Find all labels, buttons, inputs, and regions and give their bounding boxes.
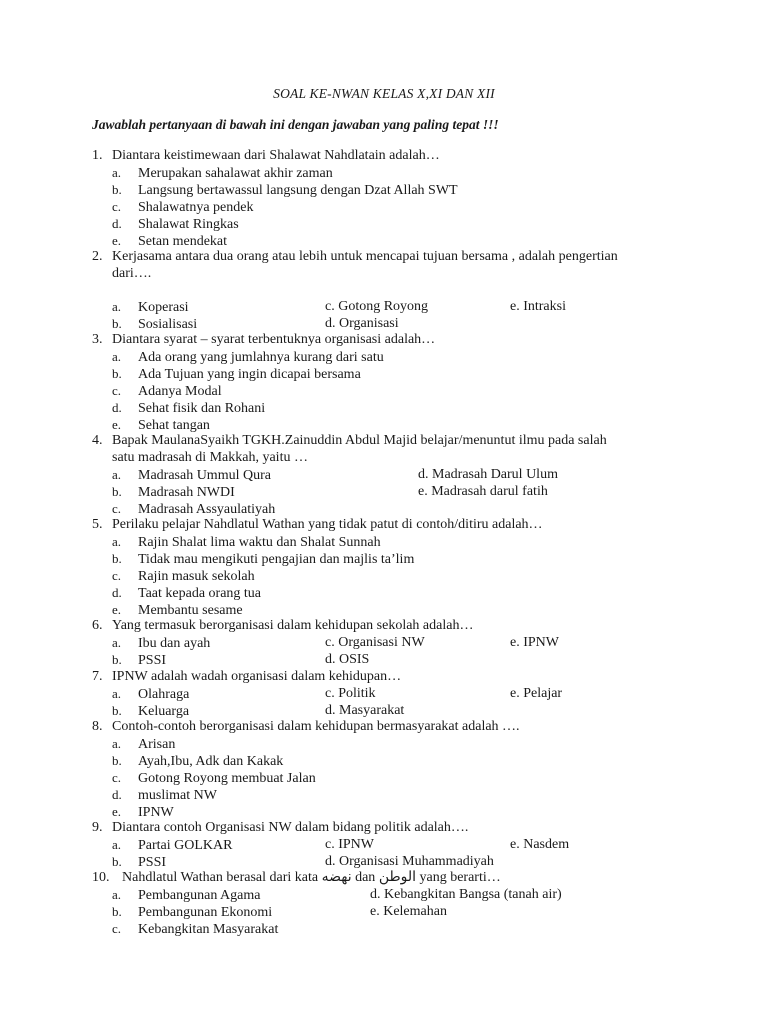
- question-2: 2. Kerjasama antara dua orang atau lebih untuk mencapai tujuan bersama , adalah pengertian: [92, 249, 618, 264]
- option-d: d. Kebangkitan Bangsa (tanah air): [370, 887, 562, 902]
- question-text: Diantara syarat – syarat terbentuknya organisasi adalah…: [112, 332, 436, 347]
- option-e: e. IPNW: [112, 804, 174, 820]
- question-number: 1.: [92, 148, 103, 163]
- option-b: b. Ayah,Ibu, Adk dan Kakak: [112, 753, 284, 769]
- option-d: d. Taat kepada orang tua: [112, 585, 262, 601]
- option-b: b. PSSI: [112, 652, 167, 668]
- question-text-cont: dari….: [112, 266, 152, 281]
- option-c: c. Adanya Modal: [112, 383, 222, 399]
- question-3: 3. Diantara syarat – syarat terbentuknya organisasi adalah…: [92, 332, 436, 347]
- page-title: SOAL KE-NWAN KELAS X,XI DAN XII: [273, 86, 495, 101]
- option-e: e. Pelajar: [510, 686, 563, 701]
- question-9: 9. Diantara contoh Organisasi NW dalam bidang politik adalah….: [92, 820, 469, 835]
- question-text: Contoh-contoh berorganisasi dalam kehidupan bermasyarakat adalah ….: [112, 719, 520, 734]
- question-8: 8. Contoh-contoh berorganisasi dalam kehidupan bermasyarakat adalah ….: [92, 719, 520, 734]
- option-d: d. Shalawat Ringkas: [112, 216, 239, 232]
- option-e: e. Madrasah darul fatih: [418, 484, 548, 499]
- option-a: a. Merupakan sahalawat akhir zaman: [112, 165, 333, 181]
- option-a: a. Koperasi: [112, 299, 189, 315]
- question-text: IPNW adalah wadah organisasi dalam kehidupan…: [112, 669, 402, 684]
- option-a: a. Pembangunan Agama: [112, 887, 261, 903]
- option-c: c. Organisasi NW: [325, 635, 425, 650]
- question-4: 4. Bapak MaulanaSyaikh TGKH.Zainuddin Abdul Majid belajar/menuntut ilmu pada salah: [92, 433, 607, 448]
- question-text: Nahdlatul Wathan berasal dari kata نهضه dan الوطن yang berarti…: [122, 870, 501, 885]
- option-e: e. Setan mendekat: [112, 233, 228, 249]
- option-a: a. Arisan: [112, 736, 176, 752]
- question-text: Kerjasama antara dua orang atau lebih untuk mencapai tujuan bersama , adalah pengertian: [112, 249, 618, 264]
- option-c: c. Politik: [325, 686, 376, 701]
- option-c: c. Gotong Royong membuat Jalan: [112, 770, 316, 786]
- question-text: Perilaku pelajar Nahdlatul Wathan yang tidak patut di contoh/ditiru adalah…: [112, 517, 543, 532]
- question-10: 10. Nahdlatul Wathan berasal dari kata نهضه dan الوطن yang berarti…: [92, 870, 501, 885]
- option-b: b. Keluarga: [112, 703, 190, 719]
- option-a: a. Partai GOLKAR: [112, 837, 233, 853]
- question-text: Diantara contoh Organisasi NW dalam bidang politik adalah….: [112, 820, 469, 835]
- instruction: Jawablah pertanyaan di bawah ini dengan jawaban yang paling tepat !!!: [92, 117, 499, 132]
- option-b: b. Langsung bertawassul langsung dengan Dzat Allah SWT: [112, 182, 458, 198]
- question-7: 7. IPNW adalah wadah organisasi dalam kehidupan…: [92, 669, 402, 684]
- option-a: a. Ada orang yang jumlahnya kurang dari satu: [112, 349, 384, 365]
- question-1: [92, 147, 440, 164]
- option-e: e. Intraksi: [510, 299, 566, 314]
- option-d: d. Sehat fisik dan Rohani: [112, 400, 266, 416]
- option-c: c. Kebangkitan Masyarakat: [112, 921, 279, 937]
- option-d: d. muslimat NW: [112, 787, 217, 803]
- option-c: c. Madrasah Assyaulatiyah: [112, 501, 276, 517]
- option-c: c. IPNW: [325, 837, 374, 852]
- option-c: c. Gotong Royong: [325, 299, 429, 314]
- option-d: d. Masyarakat: [325, 703, 405, 718]
- question-text: Yang termasuk berorganisasi dalam kehidupan sekolah adalah…: [112, 618, 474, 633]
- option-a: a. Ibu dan ayah: [112, 635, 211, 651]
- option-d: d. OSIS: [325, 652, 370, 667]
- option-e: e. Kelemahan: [370, 904, 447, 919]
- option-e: e. IPNW: [510, 635, 559, 650]
- option-e: e. Membantu sesame: [112, 602, 243, 618]
- option-b: b. Tidak mau mengikuti pengajian dan majlis ta’lim: [112, 551, 415, 567]
- option-e: e. Nasdem: [510, 837, 570, 852]
- question-text: Diantara keistimewaan dari Shalawat Nahdlatain adalah…: [112, 148, 440, 163]
- question-text: Bapak MaulanaSyaikh TGKH.Zainuddin Abdul Majid belajar/menuntut ilmu pada salah: [112, 433, 607, 448]
- option-e: e. Sehat tangan: [112, 417, 210, 433]
- option-d: d. Organisasi Muhammadiyah: [325, 854, 494, 869]
- question-5: 5. Perilaku pelajar Nahdlatul Wathan yang tidak patut di contoh/ditiru adalah…: [92, 517, 543, 532]
- option-a: a. Madrasah Ummul Qura: [112, 467, 271, 483]
- option-a: a. Rajin Shalat lima waktu dan Shalat Sunnah: [112, 534, 381, 550]
- question-text-cont: satu madrasah di Makkah, yaitu …: [112, 450, 308, 465]
- option-b: b. Ada Tujuan yang ingin dicapai bersama: [112, 366, 361, 382]
- option-b: b. Madrasah NWDI: [112, 484, 235, 500]
- question-6: 6. Yang termasuk berorganisasi dalam kehidupan sekolah adalah…: [92, 618, 474, 633]
- option-a: a. Olahraga: [112, 686, 190, 702]
- option-c: c. Shalawatnya pendek: [112, 199, 254, 215]
- option-b: b. PSSI: [112, 854, 167, 870]
- option-b: b. Sosialisasi: [112, 316, 198, 332]
- option-d: d. Madrasah Darul Ulum: [418, 467, 558, 482]
- option-b: b. Pembangunan Ekonomi: [112, 904, 273, 920]
- option-d: d. Organisasi: [325, 316, 399, 331]
- option-c: c. Rajin masuk sekolah: [112, 568, 255, 584]
